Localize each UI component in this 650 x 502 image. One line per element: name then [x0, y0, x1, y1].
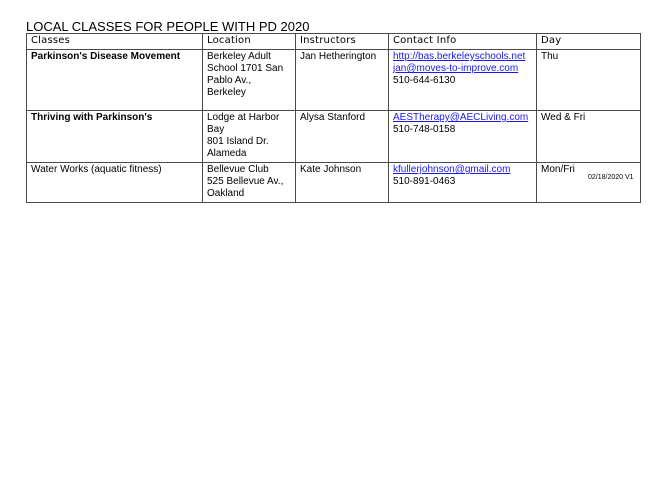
- column-header-contact-info: Contact Info: [389, 34, 537, 50]
- table-row: [27, 163, 641, 203]
- phone-number: 510-644-6130: [393, 75, 456, 86]
- phone-number: 510-891-0463: [393, 176, 456, 187]
- email-link[interactable]: AESTherapy@AECLiving.com: [393, 112, 529, 123]
- column-header-location: Location: [203, 34, 296, 50]
- table-header-row: [27, 34, 641, 50]
- page-title: LOCAL CLASSES FOR PEOPLE WITH PD 2020: [26, 19, 310, 34]
- classes-table: [26, 33, 641, 203]
- website-link[interactable]: http://bas.berkeleyschools.net: [393, 51, 526, 62]
- instructor-cell: Alysa Stanford: [296, 111, 389, 163]
- column-header-day: Day: [537, 34, 641, 50]
- location-cell: Bellevue Club 525 Bellevue Av., Oakland: [203, 163, 296, 203]
- phone-number: 510-748-0158: [393, 124, 456, 135]
- instructor-cell: Kate Johnson: [296, 163, 389, 203]
- column-header-instructors: Instructors: [296, 34, 389, 50]
- day-cell: Mon/Fri: [537, 163, 641, 203]
- location-cell: Berkeley Adult School 1701 San Pablo Av., Berkeley: [203, 50, 296, 111]
- email-link[interactable]: jan@moves-to-improve.com: [393, 63, 519, 74]
- table-row: [27, 50, 641, 111]
- column-header-classes: Classes: [27, 34, 203, 50]
- footer-date-version: 02/18/2020 V1: [588, 174, 634, 181]
- location-cell: Lodge at Harbor Bay 801 Island Dr. Alameda: [203, 111, 296, 163]
- day-cell: Wed & Fri: [537, 111, 641, 163]
- class-name-cell: Parkinson's Disease Movement: [27, 50, 203, 111]
- table-row: [27, 111, 641, 163]
- contact-info-cell: [389, 50, 537, 111]
- class-name-cell: Water Works (aquatic fitness): [27, 163, 203, 203]
- day-cell: Thu: [537, 50, 641, 111]
- contact-info-cell: [389, 163, 537, 203]
- instructor-cell: Jan Hetherington: [296, 50, 389, 111]
- class-name-cell: Thriving with Parkinson's: [27, 111, 203, 163]
- email-link[interactable]: kfullerjohnson@gmail.com: [393, 164, 511, 175]
- contact-info-cell: [389, 111, 537, 163]
